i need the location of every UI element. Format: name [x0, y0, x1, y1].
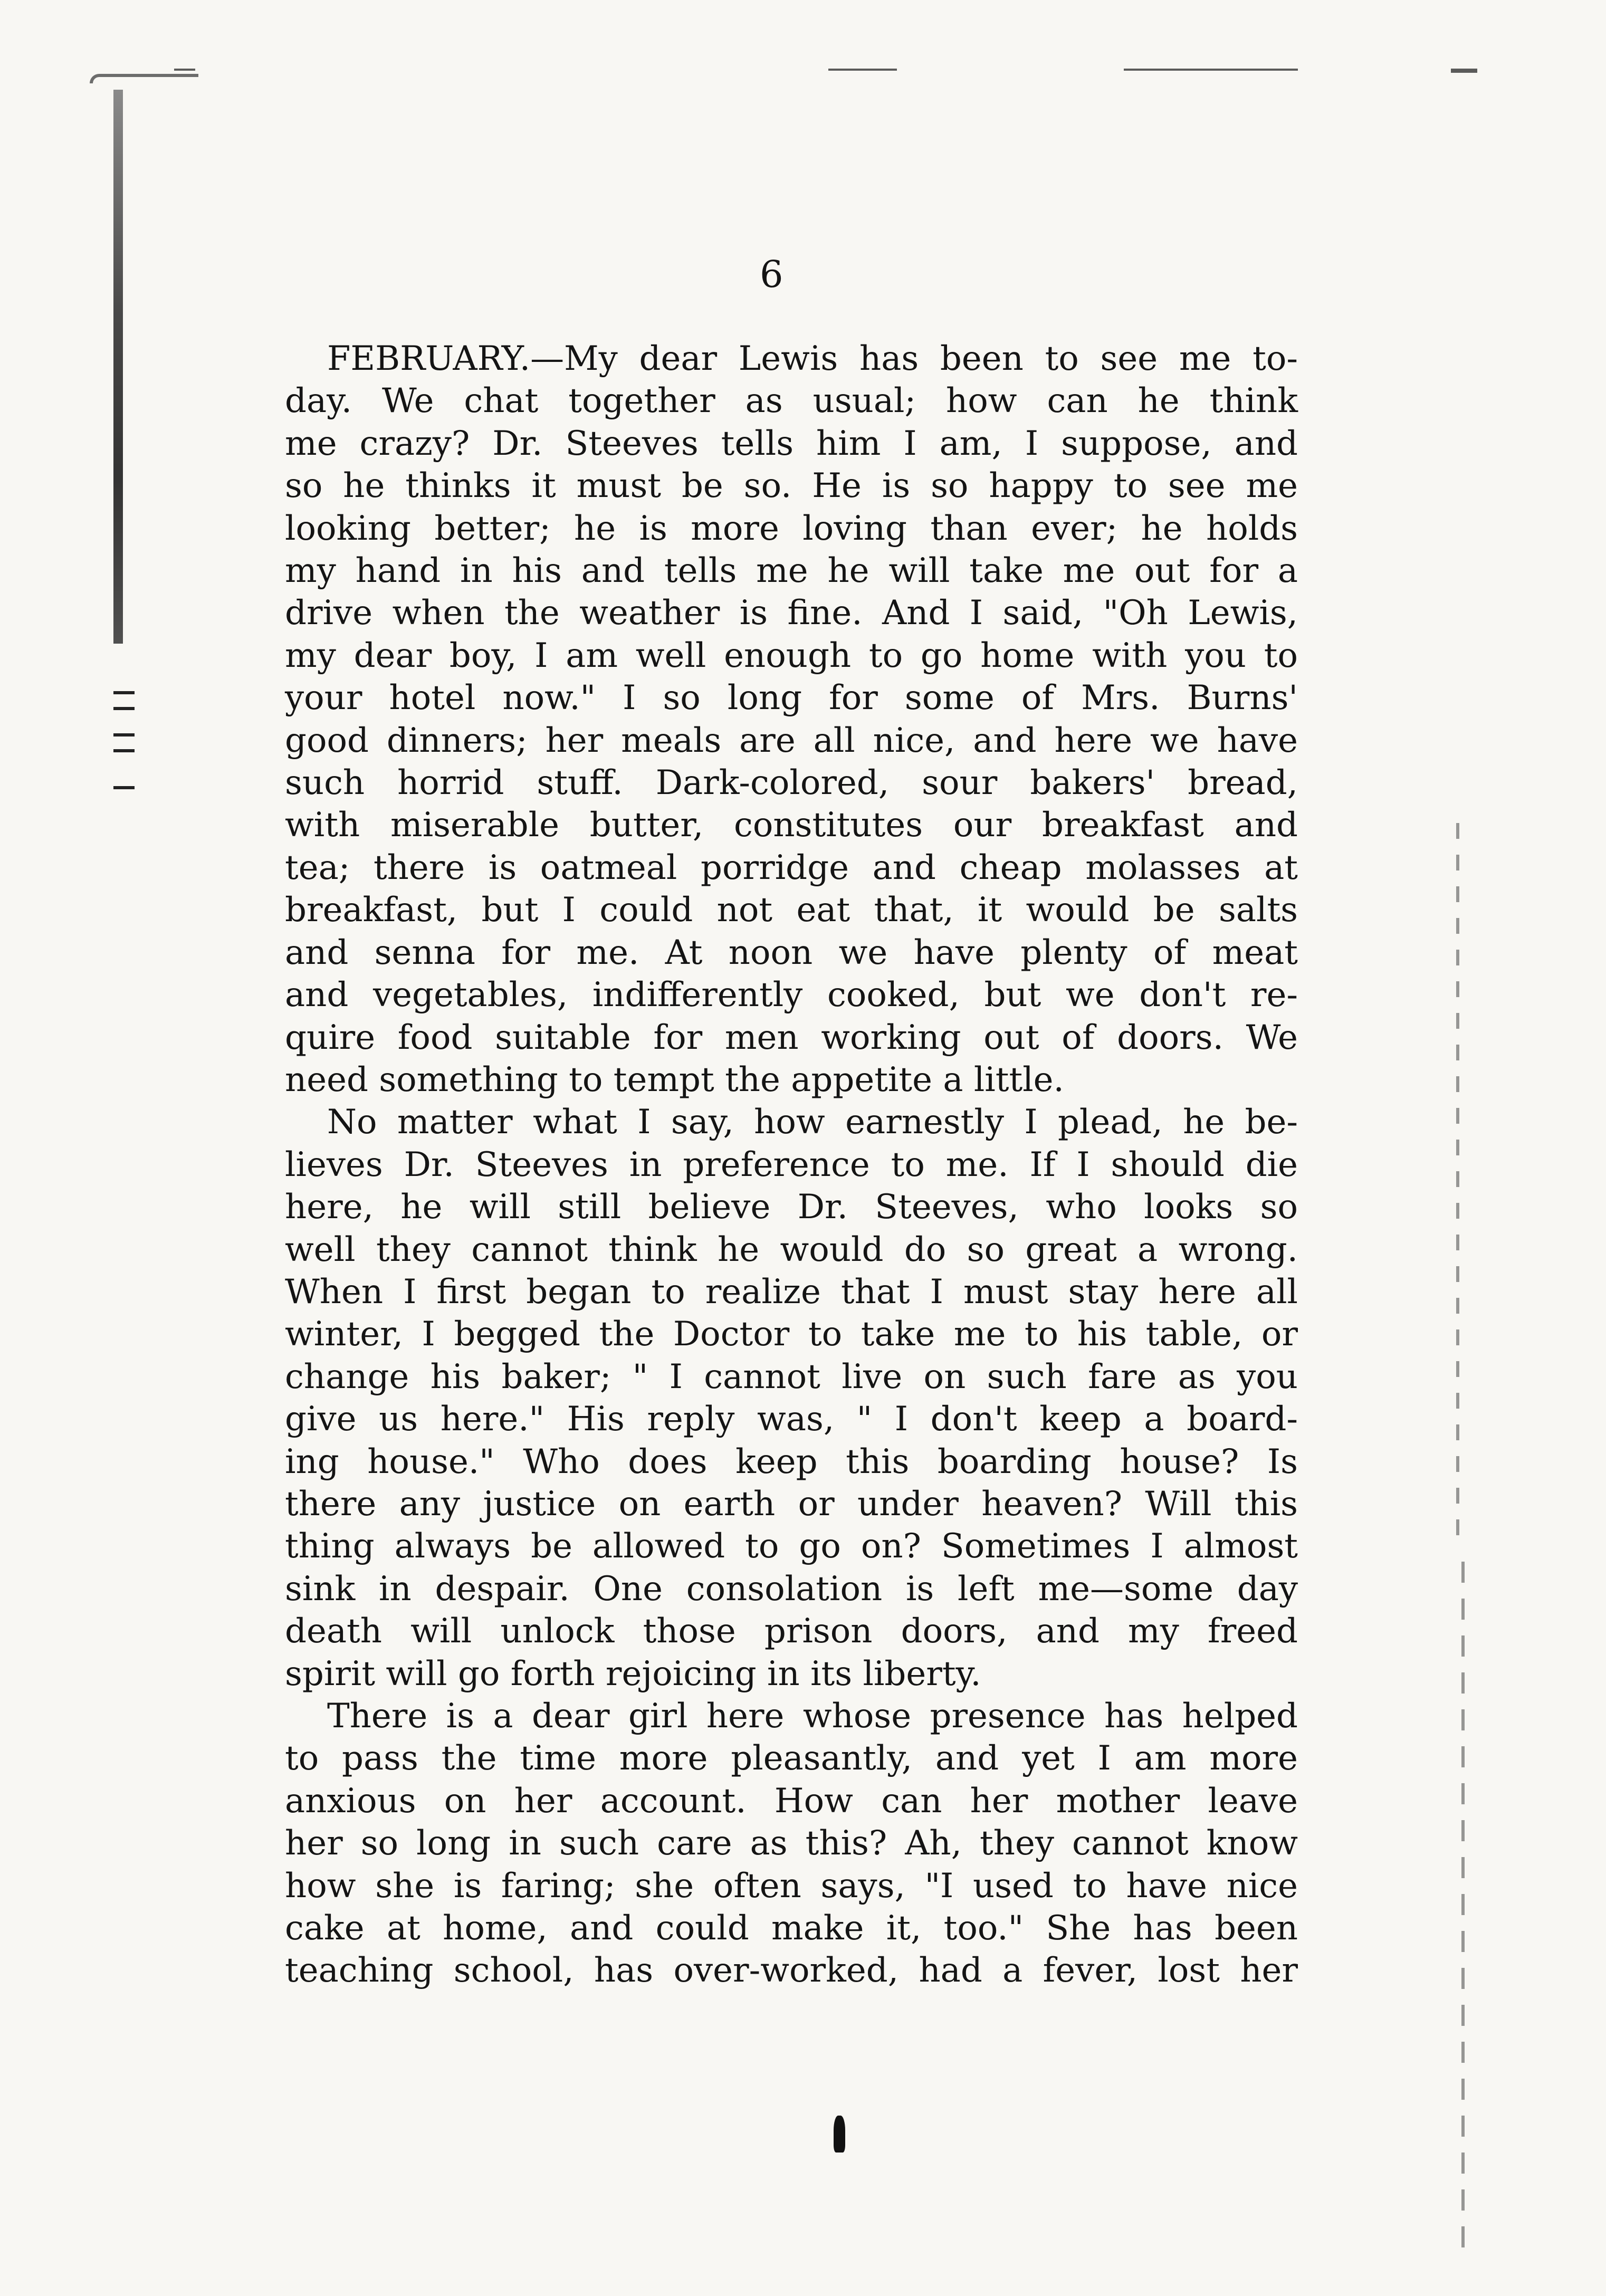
text-line: sink in despair. One consolation is left me—some day [285, 1569, 1298, 1609]
text-line: well they cannot think he would do so great a wrong. [285, 1230, 1298, 1269]
paragraph-3 [285, 1695, 1298, 1992]
text-line: teaching school, has over-worked, had a fever, lost her [285, 1951, 1298, 1991]
text-line: me crazy? Dr. Steeves tells him I am, I suppose, and [285, 424, 1298, 463]
text-line: need something to tempt the appetite a little. [285, 1060, 1064, 1099]
scan-rule [1451, 69, 1477, 73]
text-line: winter, I begged the Doctor to take me to his table, or [285, 1315, 1298, 1354]
scan-rule [1124, 69, 1298, 71]
text-line: so he thinks it must be so. He is so happy to see me [285, 466, 1298, 506]
ink-blot [834, 2116, 845, 2152]
text-line: FEBRUARY.—My dear Lewis has been to see me to- [327, 339, 1298, 378]
text-line: thing always be allowed to go on? Sometimes I almost [285, 1527, 1298, 1566]
text-line: her so long in such care as this? Ah, they cannot know [285, 1824, 1298, 1863]
text-line: to pass the time more pleasantly, and yet I am more [285, 1739, 1298, 1778]
text-line: how she is faring; she often says, "I used to have nice [285, 1866, 1298, 1906]
text-line: anxious on her account. How can her mother leave [285, 1781, 1298, 1821]
text-line: good dinners; her meals are all nice, and here we have [285, 721, 1298, 760]
text-line: When I first began to realize that I must stay here all [285, 1272, 1298, 1312]
text-line: give us here." His reply was, " I don't keep a board- [285, 1400, 1298, 1439]
text-line: such horrid stuff. Dark-colored, sour bakers' bread, [285, 763, 1298, 803]
paragraph-2 [285, 1101, 1298, 1695]
text-line: No matter what I say, how earnestly I plead, he be- [327, 1103, 1298, 1142]
text-line: my dear boy, I am well enough to go home with you to [285, 636, 1298, 675]
text-line: and vegetables, indifferently cooked, but we don't re- [285, 975, 1298, 1015]
text-line: quire food suitable for men working out of doors. We [285, 1018, 1298, 1057]
scan-rule [174, 69, 195, 71]
text-line: change his baker; " I cannot live on such fare as you [285, 1357, 1298, 1396]
text-line: here, he will still believe Dr. Steeves, who looks so [285, 1188, 1298, 1227]
text-line: and senna for me. At noon we have plenty of meat [285, 933, 1298, 972]
text-line: your hotel now." I so long for some of Mrs. Burns' [285, 678, 1298, 718]
text-line: with miserable butter, constitutes our breakfast and [285, 806, 1298, 845]
text-line: There is a dear girl here whose presence has helped [327, 1697, 1298, 1736]
text-line: tea; there is oatmeal porridge and cheap molasses at [285, 848, 1298, 887]
text-line: ing house." Who does keep this boarding house? Is [285, 1442, 1298, 1481]
body-text [285, 338, 1298, 1992]
scan-edge-corner [90, 74, 198, 83]
scan-edge-right [1461, 1562, 1465, 2247]
text-line: my hand in his and tells me he will take me out for a [285, 551, 1298, 591]
text-line: day. We chat together as usual; how can he think [285, 381, 1298, 421]
scan-edge-marks [113, 691, 145, 797]
text-line: lieves Dr. Steeves in preference to me. If I should die [285, 1145, 1298, 1184]
text-line: drive when the weather is fine. And I said, "Oh Lewis, [285, 594, 1298, 633]
text-line: cake at home, and could make it, too." She has been [285, 1909, 1298, 1948]
text-line: spirit will go forth rejoicing in its liberty. [285, 1654, 981, 1694]
scan-edge-left [113, 90, 123, 644]
text-line: looking better; he is more loving than ever; he holds [285, 509, 1298, 548]
page-number: 6 [760, 253, 783, 296]
paragraph-1 [285, 338, 1298, 1101]
text-line: there any justice on earth or under heaven? Will this [285, 1484, 1298, 1524]
scan-edge-right [1456, 823, 1459, 1551]
scan-rule [828, 69, 897, 71]
text-line: breakfast, but I could not eat that, it would be salts [285, 891, 1298, 930]
text-line: death will unlock those prison doors, and my freed [285, 1612, 1298, 1651]
